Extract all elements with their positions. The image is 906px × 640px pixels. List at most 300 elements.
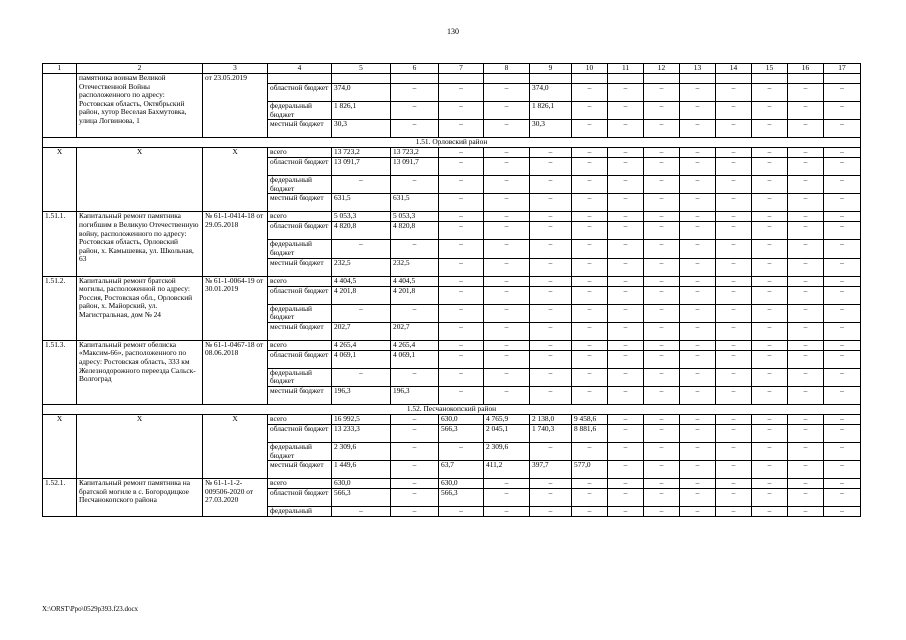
amount-cell: – — [752, 461, 788, 479]
amount-cell: – — [439, 386, 484, 404]
amount-cell: – — [788, 120, 824, 138]
amount-cell: – — [824, 461, 861, 479]
amount-cell: – — [484, 176, 530, 194]
amount-cell: 374,0 — [530, 84, 572, 102]
amount-cell: – — [680, 368, 716, 386]
amount-cell: – — [439, 158, 484, 176]
amount-cell: – — [752, 286, 788, 304]
amount-cell: 13 723,2 — [391, 148, 439, 158]
amount-cell: 202,7 — [391, 322, 439, 340]
amount-cell: – — [608, 304, 644, 322]
amount-cell: – — [824, 158, 861, 176]
amount-cell: – — [752, 240, 788, 258]
funding-source: местный бюджет — [268, 461, 332, 479]
amount-cell: – — [788, 102, 824, 120]
amount-cell — [332, 74, 391, 84]
amount-cell: – — [716, 304, 752, 322]
amount-cell: – — [716, 507, 752, 517]
amount-cell: 374,0 — [332, 84, 391, 102]
amount-cell: – — [680, 240, 716, 258]
column-number-header: 16 — [788, 64, 824, 74]
amount-cell: – — [439, 286, 484, 304]
amount-cell: – — [644, 276, 680, 286]
amount-cell: – — [788, 240, 824, 258]
amount-cell: – — [644, 84, 680, 102]
amount-cell: – — [644, 414, 680, 424]
amount-cell: – — [716, 194, 752, 212]
amount-cell: 8 881,6 — [572, 424, 608, 442]
amount-cell: 9 458,6 — [572, 414, 608, 424]
amount-cell: – — [439, 304, 484, 322]
amount-cell: – — [391, 84, 439, 102]
amount-cell: – — [824, 258, 861, 276]
amount-cell: 13 233,3 — [332, 424, 391, 442]
amount-cell: – — [752, 322, 788, 340]
amount-cell: – — [752, 84, 788, 102]
amount-cell: – — [484, 222, 530, 240]
amount-cell: – — [644, 176, 680, 194]
amount-cell: 30,3 — [332, 120, 391, 138]
amount-cell: – — [530, 194, 572, 212]
amount-cell: – — [788, 258, 824, 276]
amount-cell: – — [572, 120, 608, 138]
amount-cell: – — [391, 461, 439, 479]
amount-cell: – — [824, 322, 861, 340]
amount-cell: – — [716, 489, 752, 507]
amount-cell: – — [572, 276, 608, 286]
amount-cell: – — [572, 368, 608, 386]
amount-cell: – — [788, 442, 824, 460]
funding-source: местный бюджет — [268, 386, 332, 404]
amount-cell: – — [644, 340, 680, 350]
amount-cell: – — [788, 322, 824, 340]
amount-cell: – — [391, 442, 439, 460]
amount-cell — [484, 74, 530, 84]
amount-cell: – — [680, 461, 716, 479]
amount-cell: 202,7 — [332, 322, 391, 340]
amount-cell: – — [752, 507, 788, 517]
amount-cell: – — [788, 479, 824, 489]
amount-cell: – — [439, 194, 484, 212]
column-number-header: 12 — [644, 64, 680, 74]
amount-cell — [644, 74, 680, 84]
amount-cell: – — [608, 442, 644, 460]
amount-cell: – — [439, 102, 484, 120]
table-row — [43, 74, 861, 84]
amount-cell: – — [439, 507, 484, 517]
funding-source: областной бюджет — [268, 424, 332, 442]
amount-cell: – — [484, 304, 530, 322]
amount-cell: – — [608, 368, 644, 386]
amount-cell: – — [824, 102, 861, 120]
amount-cell: 4 069,1 — [391, 350, 439, 368]
table-row — [43, 276, 861, 286]
amount-cell — [716, 74, 752, 84]
amount-cell: – — [572, 286, 608, 304]
amount-cell: 4 201,8 — [332, 286, 391, 304]
table-row — [43, 414, 861, 424]
amount-cell: – — [608, 194, 644, 212]
amount-cell: – — [788, 222, 824, 240]
amount-cell: – — [391, 176, 439, 194]
amount-cell: – — [391, 414, 439, 424]
column-number-header: 13 — [680, 64, 716, 74]
amount-cell: – — [391, 424, 439, 442]
amount-cell: – — [644, 368, 680, 386]
amount-cell: 1 826,1 — [332, 102, 391, 120]
amount-cell: – — [572, 158, 608, 176]
amount-cell: – — [608, 489, 644, 507]
amount-cell: – — [644, 194, 680, 212]
amount-cell: – — [608, 148, 644, 158]
amount-cell: – — [608, 322, 644, 340]
amount-cell: – — [824, 148, 861, 158]
amount-cell: – — [824, 489, 861, 507]
amount-cell: – — [572, 176, 608, 194]
amount-cell — [608, 74, 644, 84]
amount-cell: – — [716, 120, 752, 138]
amount-cell: – — [788, 158, 824, 176]
amount-cell: – — [644, 424, 680, 442]
amount-cell: – — [644, 479, 680, 489]
amount-cell: – — [752, 479, 788, 489]
amount-cell: – — [608, 386, 644, 404]
amount-cell: – — [530, 479, 572, 489]
amount-cell: 4 820,8 — [391, 222, 439, 240]
item-number: 1.51.2. — [43, 276, 77, 340]
amount-cell: 2 045,1 — [484, 424, 530, 442]
section-title: 1.52. Песчанокопский район — [43, 404, 861, 414]
funding-source — [268, 74, 332, 84]
amount-cell: – — [608, 276, 644, 286]
amount-cell: – — [680, 479, 716, 489]
amount-cell: – — [439, 350, 484, 368]
amount-cell: – — [530, 176, 572, 194]
amount-cell: – — [484, 479, 530, 489]
amount-cell: 30,3 — [530, 120, 572, 138]
amount-cell: – — [716, 176, 752, 194]
amount-cell: – — [680, 212, 716, 222]
amount-cell: – — [530, 258, 572, 276]
amount-cell: – — [788, 286, 824, 304]
amount-cell: – — [788, 276, 824, 286]
expertise-document: № 61-1-0414-18 от 29.05.2018 — [203, 212, 268, 276]
amount-cell: – — [680, 194, 716, 212]
amount-cell: – — [680, 176, 716, 194]
amount-cell: – — [530, 212, 572, 222]
amount-cell: – — [752, 442, 788, 460]
amount-cell: – — [608, 414, 644, 424]
amount-cell: – — [484, 340, 530, 350]
amount-cell: – — [530, 276, 572, 286]
amount-cell: – — [644, 507, 680, 517]
amount-cell: – — [391, 240, 439, 258]
amount-cell: 411,2 — [484, 461, 530, 479]
amount-cell: 13 723,2 — [332, 148, 391, 158]
item-number: 1.51.1. — [43, 212, 77, 276]
amount-cell: – — [824, 240, 861, 258]
amount-cell: – — [788, 148, 824, 158]
amount-cell: – — [530, 240, 572, 258]
amount-cell: – — [824, 340, 861, 350]
amount-cell: – — [824, 414, 861, 424]
amount-cell: – — [608, 424, 644, 442]
amount-cell: – — [752, 340, 788, 350]
amount-cell: – — [716, 424, 752, 442]
amount-cell: – — [484, 84, 530, 102]
amount-cell: – — [572, 479, 608, 489]
amount-cell: – — [824, 212, 861, 222]
amount-cell: 196,3 — [332, 386, 391, 404]
amount-cell: – — [391, 479, 439, 489]
amount-cell: – — [572, 84, 608, 102]
column-number-header: 17 — [824, 64, 861, 74]
amount-cell: – — [644, 158, 680, 176]
amount-cell: – — [644, 148, 680, 158]
amount-cell: – — [439, 340, 484, 350]
amount-cell: – — [439, 212, 484, 222]
amount-cell: – — [716, 350, 752, 368]
amount-cell — [391, 74, 439, 84]
amount-cell: – — [680, 286, 716, 304]
amount-cell: – — [608, 286, 644, 304]
amount-cell: – — [644, 286, 680, 304]
expertise-document: № 61-1-0064-19 от 30.01.2019 — [203, 276, 268, 340]
amount-cell: – — [439, 222, 484, 240]
amount-cell: – — [752, 258, 788, 276]
funding-source: областной бюджет — [268, 350, 332, 368]
item-number — [43, 74, 77, 138]
amount-cell: – — [824, 368, 861, 386]
amount-cell: – — [680, 258, 716, 276]
amount-cell: – — [788, 507, 824, 517]
amount-cell: – — [484, 158, 530, 176]
amount-cell: – — [530, 442, 572, 460]
amount-cell: – — [391, 120, 439, 138]
expertise-document: № 61-1-0467-18 от 08.06.2018 — [203, 340, 268, 404]
amount-cell: – — [680, 350, 716, 368]
amount-cell — [572, 74, 608, 84]
amount-cell: – — [752, 102, 788, 120]
amount-cell: – — [752, 148, 788, 158]
amount-cell: – — [752, 276, 788, 286]
column-number-header: 3 — [203, 64, 268, 74]
amount-cell: – — [716, 340, 752, 350]
amount-cell: – — [484, 194, 530, 212]
amount-cell: – — [824, 276, 861, 286]
budget-table — [42, 63, 861, 517]
amount-cell: – — [644, 350, 680, 368]
amount-cell: 4 265,4 — [391, 340, 439, 350]
amount-cell: – — [484, 120, 530, 138]
amount-cell: – — [788, 176, 824, 194]
amount-cell: 566,3 — [332, 489, 391, 507]
amount-cell: – — [752, 222, 788, 240]
amount-cell: – — [716, 222, 752, 240]
amount-cell: 630,0 — [439, 479, 484, 489]
amount-cell: – — [484, 322, 530, 340]
amount-cell: – — [439, 240, 484, 258]
amount-cell: – — [788, 461, 824, 479]
amount-cell: – — [332, 304, 391, 322]
section-row — [43, 404, 861, 414]
amount-cell: 4 404,5 — [391, 276, 439, 286]
amount-cell: – — [572, 304, 608, 322]
amount-cell: – — [680, 340, 716, 350]
amount-cell: 1 449,6 — [332, 461, 391, 479]
funding-source: федеральный бюджет — [268, 176, 332, 194]
amount-cell: 4 201,8 — [391, 286, 439, 304]
amount-cell: – — [752, 212, 788, 222]
amount-cell: – — [439, 442, 484, 460]
amount-cell: – — [680, 158, 716, 176]
amount-cell: – — [788, 194, 824, 212]
amount-cell: – — [716, 84, 752, 102]
object-name: памятника воинам Великой Отечественной Войны расположенного по адресу: Ростовская область, Октябрьский район, хутор Веселая Бахмутовка, улица Логвинова, 1 — [77, 74, 203, 138]
amount-cell: – — [824, 350, 861, 368]
column-number-header: 11 — [608, 64, 644, 74]
amount-cell: – — [824, 176, 861, 194]
amount-cell: – — [824, 507, 861, 517]
amount-cell: 63,7 — [439, 461, 484, 479]
amount-cell: – — [680, 222, 716, 240]
amount-cell: – — [716, 479, 752, 489]
amount-cell: 397,7 — [530, 461, 572, 479]
amount-cell: – — [824, 479, 861, 489]
amount-cell: – — [824, 286, 861, 304]
column-number-header: 6 — [391, 64, 439, 74]
amount-cell: – — [644, 258, 680, 276]
amount-cell: – — [716, 461, 752, 479]
amount-cell: – — [716, 258, 752, 276]
amount-cell: – — [788, 386, 824, 404]
amount-cell: 566,3 — [439, 424, 484, 442]
funding-source: областной бюджет — [268, 222, 332, 240]
column-number-header: 1 — [43, 64, 77, 74]
funding-source: местный бюджет — [268, 120, 332, 138]
amount-cell: – — [752, 414, 788, 424]
amount-cell: 631,5 — [332, 194, 391, 212]
amount-cell: 16 992,5 — [332, 414, 391, 424]
amount-cell: – — [680, 414, 716, 424]
amount-cell: – — [530, 148, 572, 158]
amount-cell: – — [644, 322, 680, 340]
amount-cell: 2 309,6 — [484, 442, 530, 460]
amount-cell: – — [680, 424, 716, 442]
item-number: Х — [43, 148, 77, 212]
amount-cell: – — [484, 240, 530, 258]
amount-cell: – — [572, 322, 608, 340]
expertise-document: Х — [203, 414, 268, 478]
amount-cell: – — [680, 489, 716, 507]
amount-cell: – — [484, 102, 530, 120]
amount-cell: – — [439, 258, 484, 276]
amount-cell: – — [680, 322, 716, 340]
amount-cell: – — [680, 102, 716, 120]
amount-cell: – — [788, 212, 824, 222]
amount-cell: – — [572, 507, 608, 517]
amount-cell: – — [788, 350, 824, 368]
amount-cell: – — [716, 240, 752, 258]
amount-cell: 5 053,3 — [332, 212, 391, 222]
funding-source: областной бюджет — [268, 286, 332, 304]
amount-cell: – — [572, 240, 608, 258]
amount-cell: – — [530, 322, 572, 340]
amount-cell: – — [788, 340, 824, 350]
amount-cell — [439, 74, 484, 84]
funding-source: местный бюджет — [268, 194, 332, 212]
funding-source: всего — [268, 340, 332, 350]
amount-cell: – — [608, 240, 644, 258]
amount-cell: – — [484, 507, 530, 517]
amount-cell: – — [644, 102, 680, 120]
column-number-header: 9 — [530, 64, 572, 74]
amount-cell: 4 265,4 — [332, 340, 391, 350]
amount-cell: – — [752, 176, 788, 194]
amount-cell: – — [572, 350, 608, 368]
amount-cell: – — [391, 368, 439, 386]
amount-cell — [680, 74, 716, 84]
amount-cell: – — [680, 507, 716, 517]
amount-cell: – — [484, 286, 530, 304]
amount-cell: – — [788, 368, 824, 386]
amount-cell: 631,5 — [391, 194, 439, 212]
amount-cell: 232,5 — [332, 258, 391, 276]
amount-cell: – — [608, 222, 644, 240]
funding-source: федеральный — [268, 507, 332, 517]
funding-source: федеральный бюджет — [268, 442, 332, 460]
amount-cell: – — [484, 368, 530, 386]
funding-source: всего — [268, 479, 332, 489]
amount-cell: – — [608, 461, 644, 479]
amount-cell: – — [644, 240, 680, 258]
expertise-document: Х — [203, 148, 268, 212]
amount-cell — [752, 74, 788, 84]
amount-cell: – — [716, 286, 752, 304]
expertise-document: № 61-1-1-2-009506-2020 от 27.03.2020 — [203, 479, 268, 517]
funding-source: областной бюджет — [268, 489, 332, 507]
amount-cell: – — [788, 489, 824, 507]
amount-cell: – — [824, 222, 861, 240]
amount-cell: – — [484, 212, 530, 222]
amount-cell: – — [391, 507, 439, 517]
amount-cell: 4 404,5 — [332, 276, 391, 286]
amount-cell — [824, 74, 861, 84]
amount-cell: – — [608, 507, 644, 517]
amount-cell: – — [644, 489, 680, 507]
amount-cell: – — [680, 120, 716, 138]
amount-cell: – — [644, 304, 680, 322]
amount-cell — [788, 74, 824, 84]
amount-cell: – — [439, 368, 484, 386]
funding-source: местный бюджет — [268, 258, 332, 276]
column-number-header: 2 — [77, 64, 203, 74]
amount-cell: 2 138,0 — [530, 414, 572, 424]
funding-source: местный бюджет — [268, 322, 332, 340]
amount-cell: – — [716, 148, 752, 158]
amount-cell: – — [824, 442, 861, 460]
column-number-header: 5 — [332, 64, 391, 74]
amount-cell: 566,3 — [439, 489, 484, 507]
amount-cell: – — [439, 84, 484, 102]
amount-cell: – — [530, 158, 572, 176]
amount-cell: – — [608, 479, 644, 489]
amount-cell: – — [484, 148, 530, 158]
amount-cell: – — [716, 276, 752, 286]
amount-cell — [530, 74, 572, 84]
amount-cell: – — [572, 102, 608, 120]
amount-cell: – — [332, 368, 391, 386]
